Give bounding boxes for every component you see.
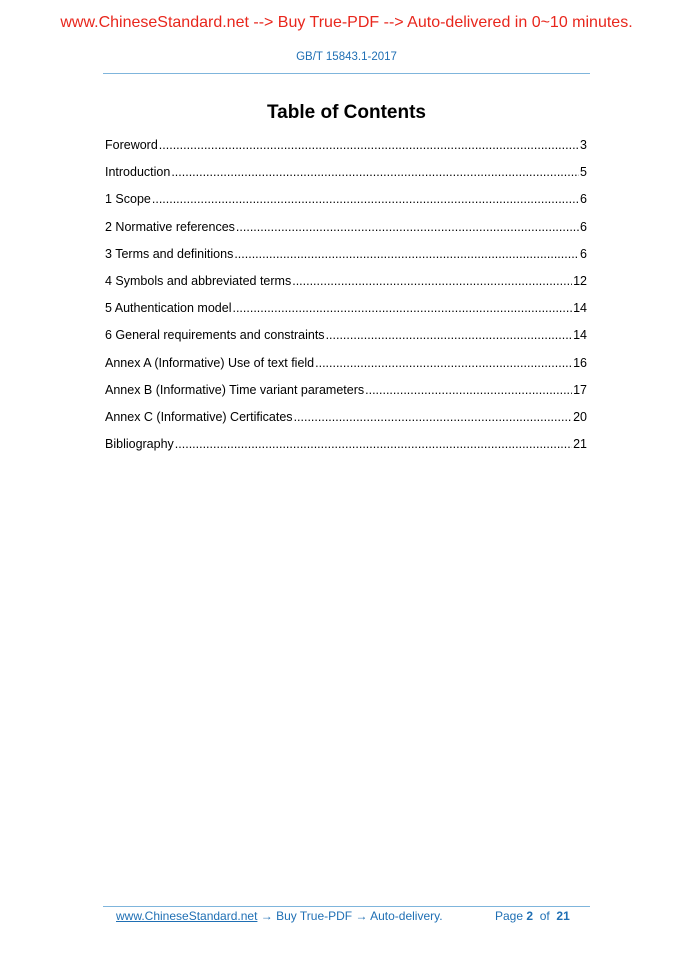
toc-entry-annex-a[interactable] — [105, 356, 587, 383]
page-of: of — [539, 909, 550, 923]
toc-entry-page: 14 — [573, 328, 587, 343]
dot-leader — [236, 220, 579, 234]
footer-site-link[interactable]: www.ChineseStandard.net — [116, 909, 258, 923]
toc-entry-page: 6 — [580, 246, 587, 261]
dot-leader — [292, 274, 572, 288]
toc-entry-annex-b[interactable] — [105, 383, 587, 410]
toc-entry-terms-definitions[interactable] — [105, 247, 587, 274]
dot-leader — [234, 247, 579, 261]
footer-divider — [103, 906, 590, 907]
toc-entry-page: 6 — [580, 219, 587, 234]
dot-leader — [326, 328, 573, 342]
dot-leader — [175, 437, 572, 451]
toc-entry-page: 12 — [573, 273, 587, 288]
toc-entry-label: Annex C (Informative) Certificates — [105, 409, 293, 424]
toc-entry-page: 20 — [573, 409, 587, 424]
toc-entry-label: Introduction — [105, 165, 171, 180]
page-indicator — [495, 909, 570, 923]
toc-entry-page: 16 — [573, 355, 587, 370]
toc-entry-symbols[interactable] — [105, 274, 587, 301]
toc-entry-label: Foreword — [105, 138, 158, 152]
toc-entry-page: 14 — [573, 301, 587, 316]
table-of-contents — [105, 138, 587, 464]
toc-entry-scope[interactable] — [105, 192, 587, 219]
toc-entry-label: 1 Scope — [105, 192, 151, 207]
toc-entry-label: Annex A (Informative) Use of text field — [105, 355, 315, 370]
toc-entry-page: 5 — [580, 165, 587, 180]
toc-entry-bibliography[interactable] — [105, 437, 587, 464]
page-current: 2 — [526, 909, 534, 923]
document-code: GB/T 15843.1-2017 — [296, 51, 397, 63]
toc-entry-authentication-model[interactable] — [105, 301, 587, 328]
toc-entry-label: 5 Authentication model — [105, 301, 232, 316]
toc-entry-label: 2 Normative references — [105, 219, 235, 234]
toc-entry-label: 3 Terms and definitions — [105, 246, 234, 261]
header-divider — [103, 73, 590, 74]
toc-entry-page: 21 — [573, 437, 587, 452]
toc-entry-annex-c[interactable] — [105, 410, 587, 437]
page-total: 21 — [556, 909, 570, 923]
page-label: Page — [495, 909, 524, 923]
toc-title: Table of Contents — [266, 102, 427, 123]
dot-leader — [152, 192, 579, 206]
toc-entry-foreword[interactable] — [105, 138, 587, 165]
toc-entry-label: 4 Symbols and abbreviated terms — [105, 273, 292, 288]
dot-leader — [315, 356, 572, 370]
dot-leader — [232, 301, 572, 315]
toc-entry-label: Bibliography — [105, 437, 174, 452]
toc-entry-label: 6 General requirements and constraints — [105, 328, 325, 343]
promo-banner[interactable]: www.ChineseStandard.net --> Buy True-PDF --> Auto-delivered in 0~10 minutes. — [60, 14, 633, 31]
toc-entry-page: 17 — [573, 382, 587, 397]
footer-tagline: → Buy True-PDF → Auto-delivery. — [257, 909, 443, 923]
toc-entry-page: 6 — [580, 192, 587, 207]
page-footer — [116, 909, 586, 923]
toc-entry-normative-references[interactable] — [105, 220, 587, 247]
toc-entry-page: 3 — [580, 138, 587, 152]
dot-leader — [365, 383, 572, 397]
dot-leader — [171, 165, 579, 179]
dot-leader — [159, 138, 579, 152]
dot-leader — [294, 410, 573, 424]
toc-entry-label: Annex B (Informative) Time variant parameters — [105, 382, 365, 397]
toc-entry-general-requirements[interactable] — [105, 328, 587, 355]
toc-entry-introduction[interactable] — [105, 165, 587, 192]
